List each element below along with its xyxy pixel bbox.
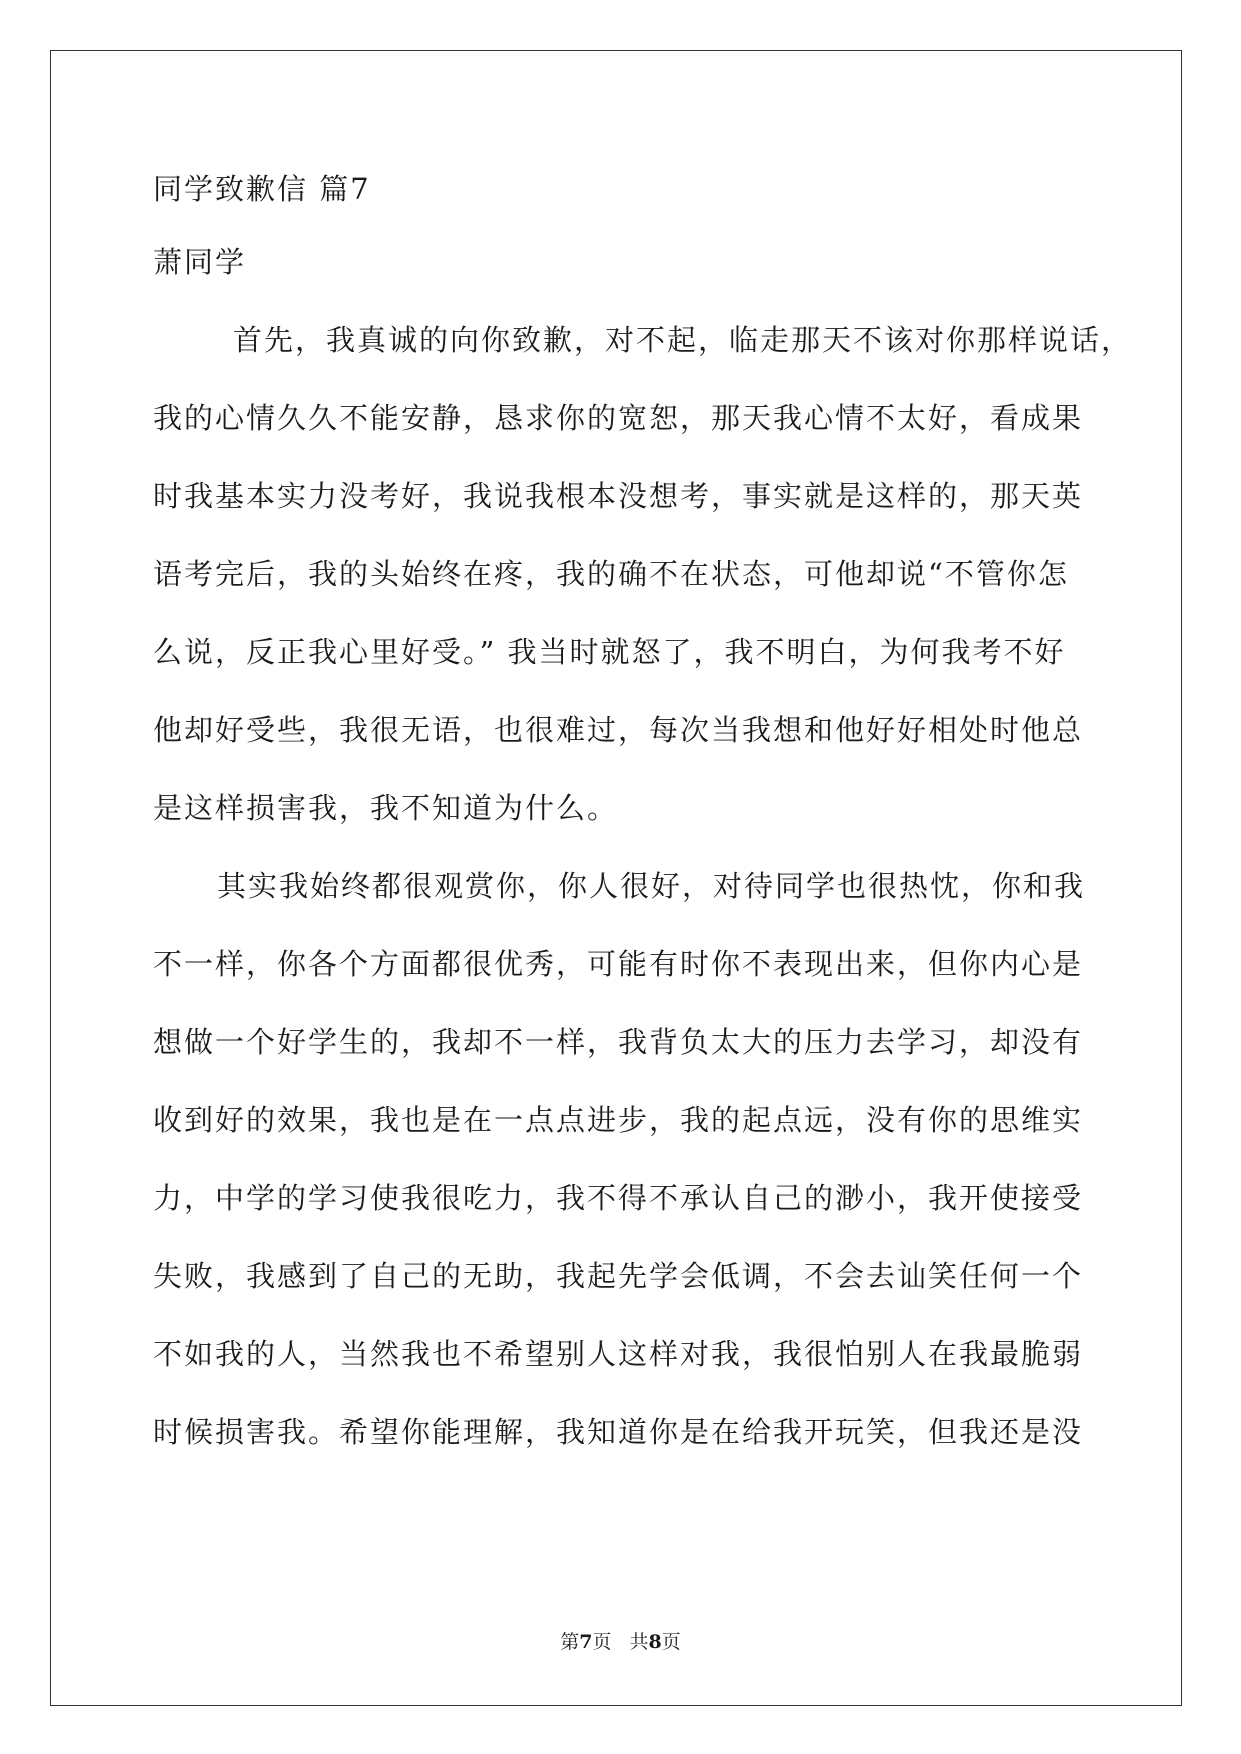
page-number-prefix: 第 [560,1631,580,1653]
page-number-current: 7 [579,1631,593,1653]
paragraph-line: 时我基本实力没考好，我说我根本没想考，事实就是这样的，那天英 [153,479,1084,513]
paragraph-line: 失败，我感到了自己的无助，我起先学会低调，不会去讪笑任何一个 [153,1259,1084,1293]
paragraph-line: 语考完后，我的头始终在疼，我的确不在状态，可他却说“不管你怎 [153,557,1069,591]
page-total-prefix: 共 [629,1631,649,1653]
document-title: 同学致歉信 篇7 [153,172,371,206]
paragraph-line: 么说，反正我心里好受。” 我当时就怒了，我不明白，为何我考不好 [153,635,1066,669]
paragraph-line: 其实我始终都很观赏你，你人很好，对待同学也很热忱，你和我 [217,869,1086,903]
paragraph-line: 不一样，你各个方面都很优秀，可能有时你不表现出来，但你内心是 [153,947,1084,981]
page-total-suffix: 页 [661,1631,681,1653]
paragraph-line: 我的心情久久不能安静，恳求你的宽恕，那天我心情不太好，看成果 [153,401,1084,435]
page-number-total: 8 [648,1631,662,1653]
paragraph-line: 是这样损害我，我不知道为什么。 [153,791,619,825]
paragraph-line: 时候损害我。希望你能理解，我知道你是在给我开玩笑，但我还是没 [153,1415,1084,1449]
page-number-suffix: 页 [592,1631,612,1653]
paragraph-2 [153,865,1093,1489]
paragraph-line: 力，中学的学习使我很吃力，我不得不承认自己的渺小，我开使接受 [153,1181,1084,1215]
document-body [153,168,1133,1489]
paragraph-line: 想做一个好学生的，我却不一样，我背负太大的压力去学习，却没有 [153,1025,1084,1059]
paragraph-line: 他却好受些，我很无语，也很难过，每次当我想和他好好相处时他总 [153,713,1084,747]
paragraph-line: 收到好的效果，我也是在一点点进步，我的起点远，没有你的思维实 [153,1103,1084,1137]
page-footer [0,1630,1241,1654]
salutation: 萧同学 [153,245,247,279]
paragraph-line: 首先，我真诚的向你致歉，对不起，临走那天不该对你那样说话， [233,323,1133,357]
paragraph-1 [153,319,1133,865]
paragraph-line: 不如我的人，当然我也不希望别人这样对我，我很怕别人在我最脆弱 [153,1337,1084,1371]
